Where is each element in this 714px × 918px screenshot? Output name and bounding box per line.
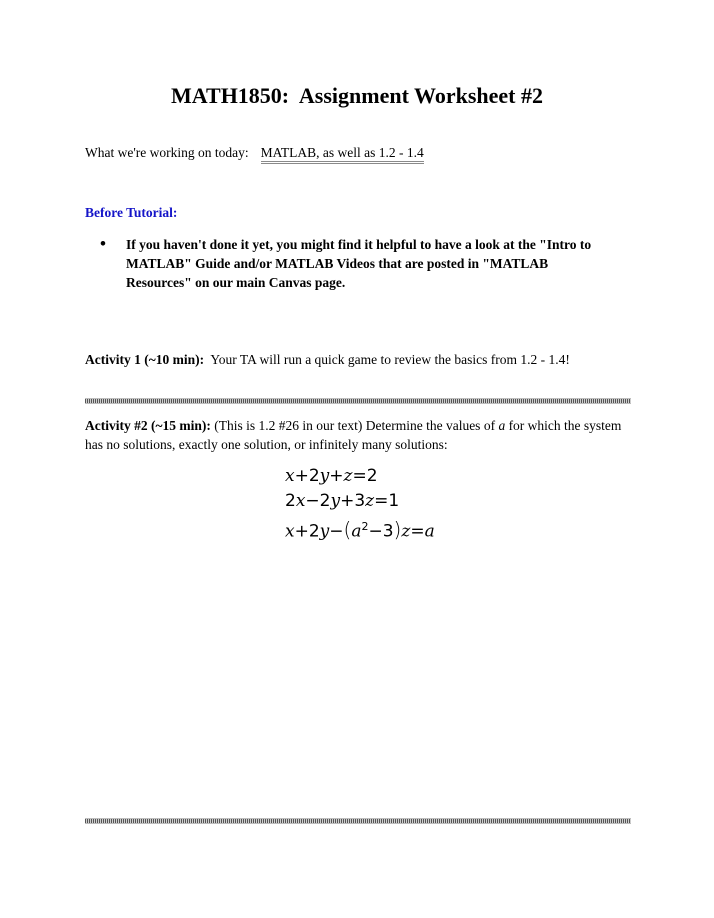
eq3-minus-three: −3 bbox=[368, 521, 394, 542]
eq3-close-paren: ) bbox=[393, 517, 402, 542]
bullet-text: If you haven't done it yet, you might find it helpful to have a look at the "Intro to MATLAB" Guide and/or MATLAB Videos that are posted in "MATLAB Resources" on our main Canvas page. bbox=[126, 237, 592, 290]
footer-divider bbox=[85, 818, 631, 824]
equation-1 bbox=[285, 464, 435, 489]
eq3-minus: − bbox=[329, 521, 344, 542]
equation-2 bbox=[285, 489, 435, 514]
eq3-rhs-a: a bbox=[424, 521, 435, 542]
activity-1-label: Activity 1 (~10 min): bbox=[85, 352, 205, 367]
topic-label: What we're working on today: bbox=[85, 145, 249, 160]
before-tutorial-heading bbox=[85, 205, 177, 221]
topic-line bbox=[85, 145, 424, 161]
activity-2 bbox=[85, 416, 625, 454]
eq3-equals: = bbox=[410, 521, 425, 542]
eq1-x: x bbox=[285, 466, 295, 486]
eq3-a: a bbox=[351, 521, 362, 542]
eq2-z: z bbox=[365, 491, 375, 511]
activity-1 bbox=[85, 352, 570, 368]
equation-system bbox=[285, 464, 435, 545]
eq3-coef-y: +2 bbox=[294, 521, 320, 542]
list-item bbox=[100, 235, 600, 292]
activity-2-label: Activity #2 (~15 min): bbox=[85, 418, 211, 433]
before-tutorial-list bbox=[100, 235, 600, 292]
activity-2-variable: a bbox=[498, 418, 506, 433]
eq1-rhs: =2 bbox=[352, 466, 378, 486]
eq1-y: y bbox=[319, 466, 330, 486]
eq2-rhs: =1 bbox=[374, 491, 400, 511]
eq2-coef-y: −2 bbox=[305, 491, 331, 511]
equation-3 bbox=[285, 514, 435, 545]
eq1-z: z bbox=[343, 466, 353, 486]
activity-1-text: Your TA will run a quick game to review the basics from 1.2 - 1.4! bbox=[204, 352, 570, 367]
eq3-open-paren: ( bbox=[343, 517, 352, 542]
section-divider bbox=[85, 398, 631, 404]
eq3-x: x bbox=[285, 521, 295, 542]
eq1-coef-y: +2 bbox=[294, 466, 320, 486]
eq2-coef-z: +3 bbox=[340, 491, 366, 511]
eq3-exponent: 2 bbox=[361, 520, 369, 533]
activity-2-text-b: for which the system has no solutions, exactly one solution, or infinitely many solutions: bbox=[85, 418, 622, 452]
eq2-x: x bbox=[295, 491, 306, 511]
topic-value: MATLAB, as well as 1.2 - 1.4 bbox=[261, 145, 424, 164]
eq1-plus: + bbox=[329, 466, 344, 486]
before-tutorial-label: Before Tutorial bbox=[85, 205, 173, 220]
eq3-z: z bbox=[401, 521, 411, 542]
before-tutorial-colon: : bbox=[172, 205, 178, 220]
eq3-y: y bbox=[319, 521, 330, 542]
eq2-y: y bbox=[330, 491, 341, 511]
eq2-coef-x: 2 bbox=[285, 491, 296, 511]
bullet-icon: • bbox=[100, 234, 106, 253]
activity-2-text-a: (This is 1.2 #26 in our text) Determine the values of bbox=[210, 418, 499, 433]
page-title: MATH1850: Assignment Worksheet #2 bbox=[171, 83, 543, 108]
